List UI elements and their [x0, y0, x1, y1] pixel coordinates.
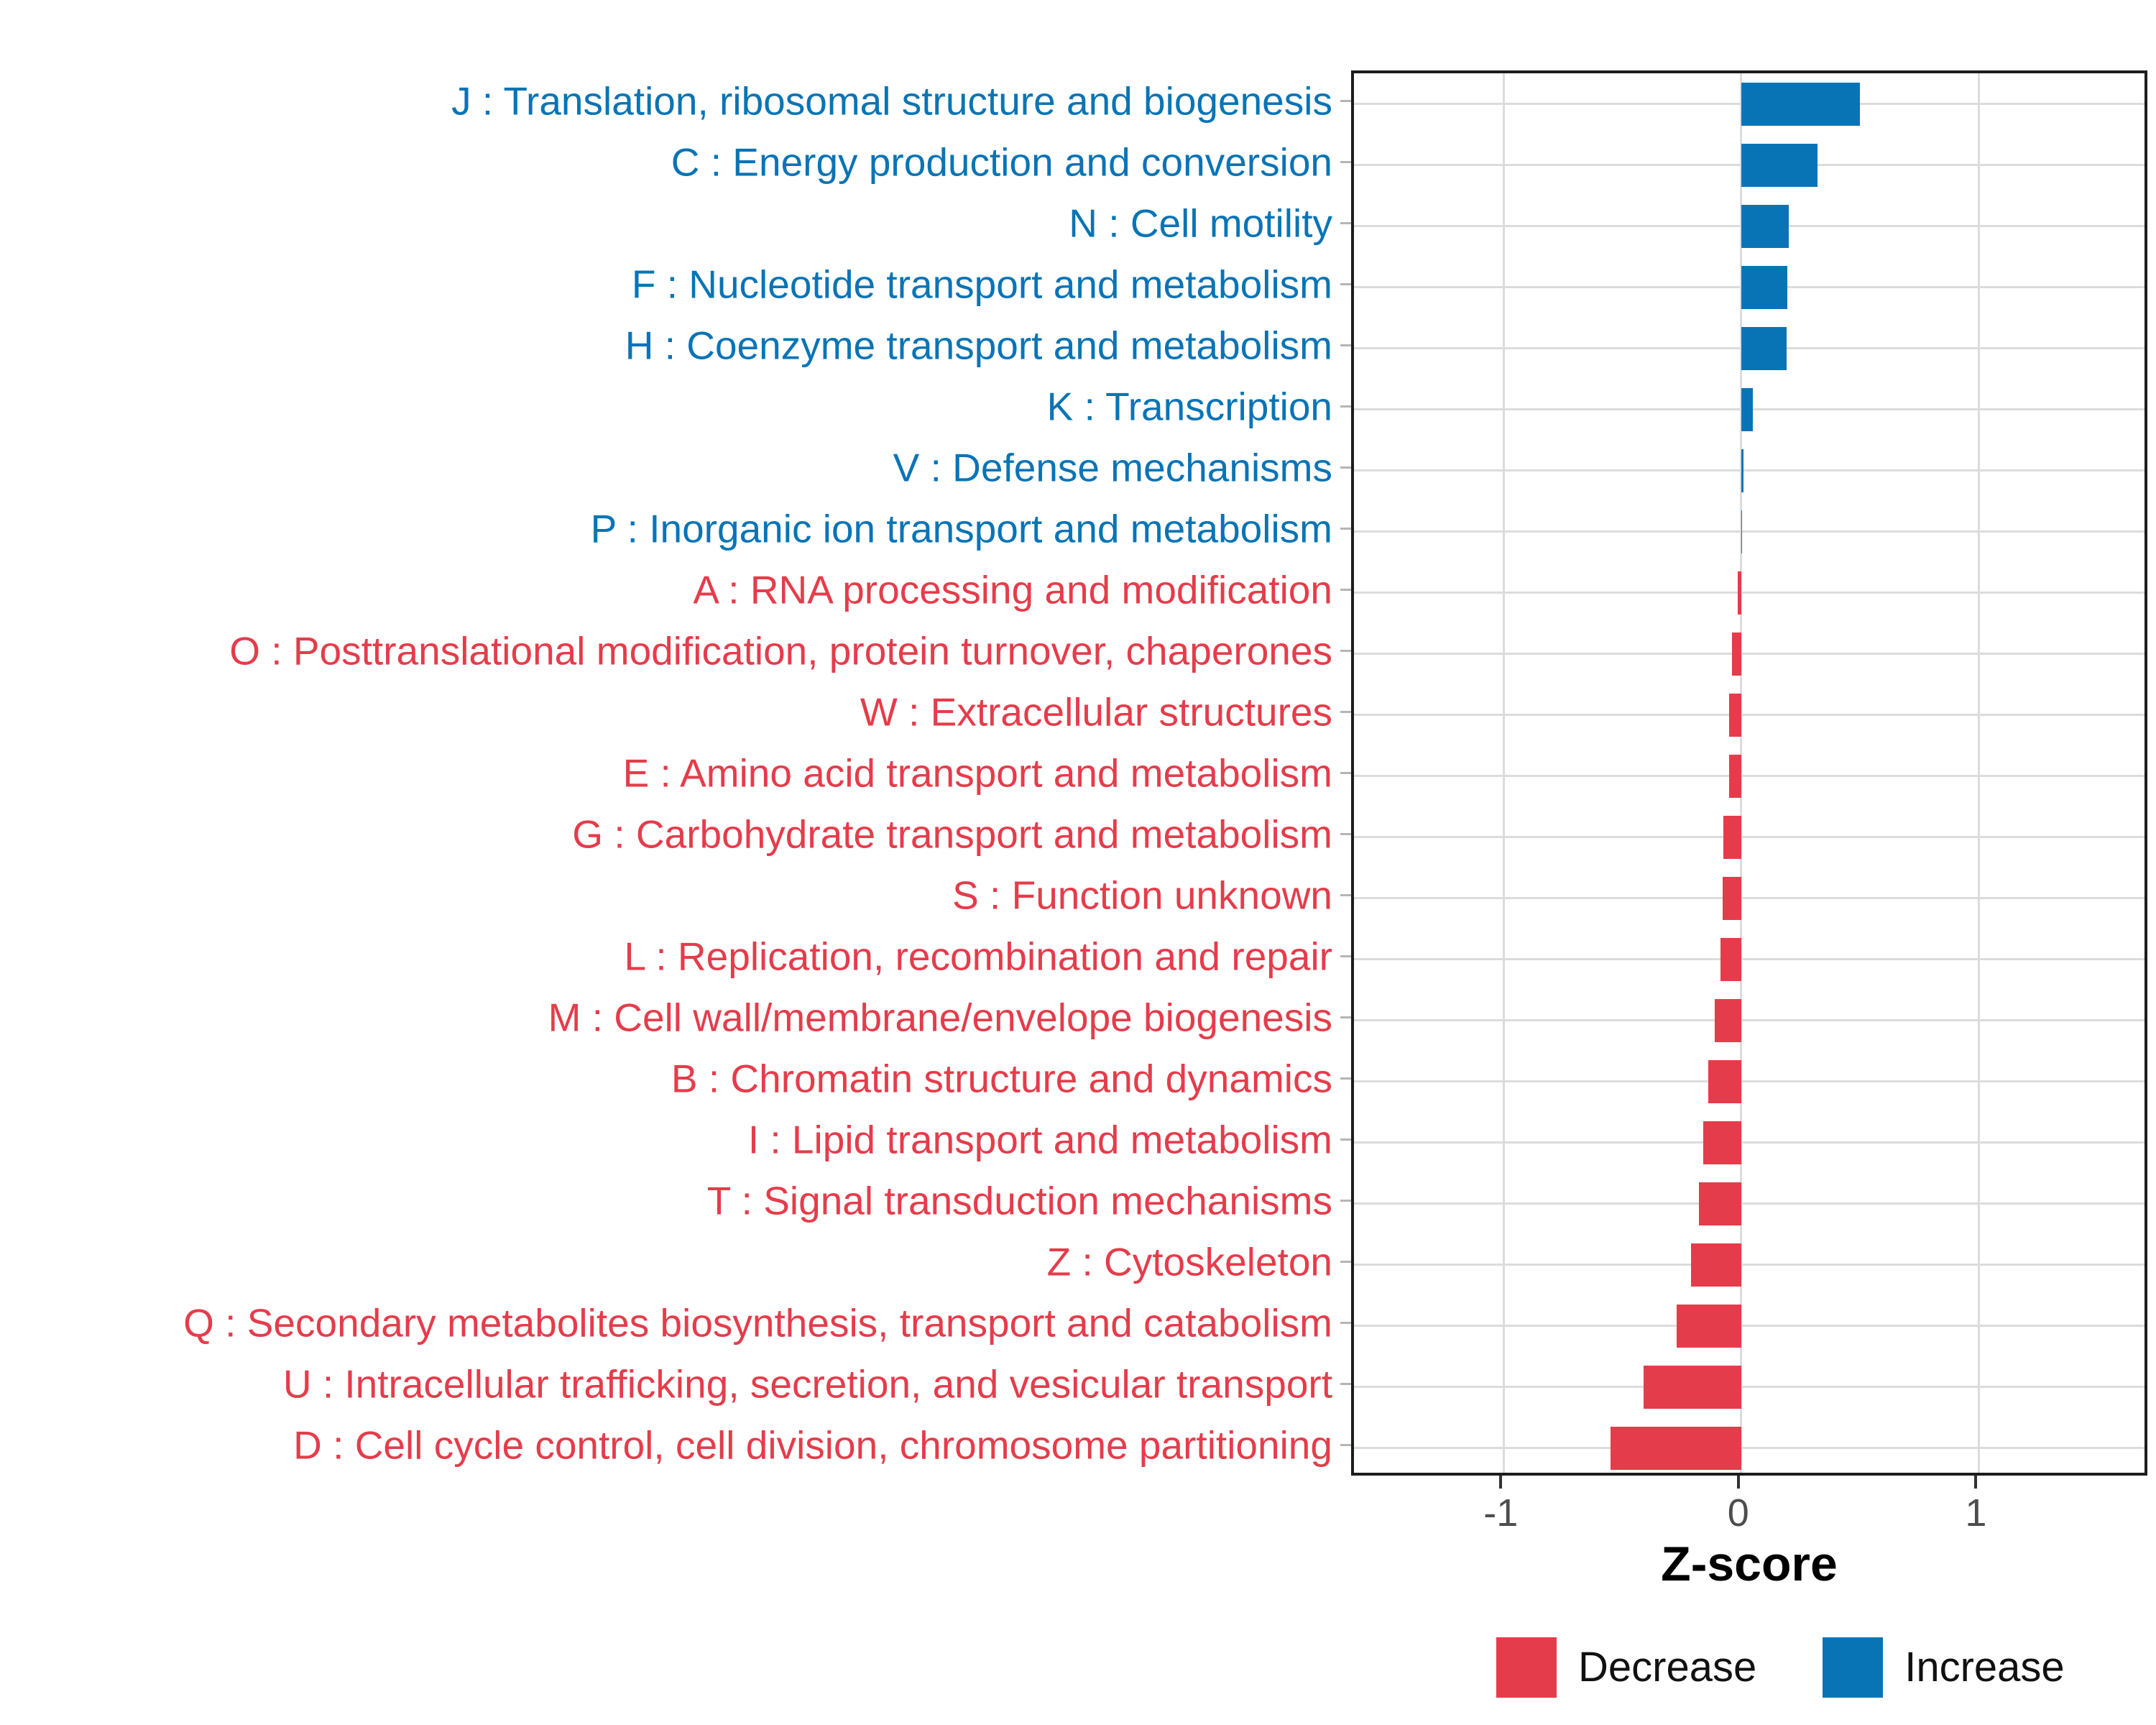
- y-axis-tick: [1340, 1322, 1351, 1324]
- bar: [1708, 1060, 1741, 1103]
- gridline-horizontal: [1354, 1447, 2145, 1449]
- y-axis-label: H : Coenzyme transport and metabolism: [625, 323, 1332, 367]
- y-axis-label: C : Energy production and conversion: [671, 139, 1332, 184]
- y-axis-tick: [1340, 222, 1351, 224]
- bar: [1644, 1366, 1741, 1409]
- bar: [1677, 1305, 1741, 1348]
- bar: [1738, 571, 1741, 615]
- legend-label: Decrease: [1578, 1644, 1757, 1690]
- y-axis-label: S : Function unknown: [952, 873, 1332, 917]
- y-axis-tick: [1340, 466, 1351, 469]
- bar: [1741, 510, 1743, 553]
- legend-item-increase: [1823, 1637, 2064, 1698]
- y-axis-label: E : Amino acid transport and metabolism: [622, 750, 1332, 795]
- gridline-horizontal: [1354, 714, 2145, 716]
- gridline-vertical: [1978, 73, 1980, 1473]
- gridline-horizontal: [1354, 836, 2145, 838]
- gridline-horizontal: [1354, 1202, 2145, 1205]
- x-axis-tick: [1974, 1476, 1977, 1489]
- legend-key-increase-swatch: [1823, 1637, 1883, 1698]
- gridline-horizontal: [1354, 958, 2145, 960]
- y-axis-tick: [1340, 772, 1351, 774]
- y-axis-tick: [1340, 161, 1351, 163]
- bar: [1741, 327, 1787, 370]
- y-axis-label: Z : Cytoskeleton: [1046, 1239, 1332, 1284]
- bar: [1741, 83, 1860, 126]
- x-axis-tick: [1499, 1476, 1502, 1489]
- gridline-horizontal: [1354, 775, 2145, 777]
- gridline-horizontal: [1354, 1141, 2145, 1144]
- y-axis-tick: [1340, 1200, 1351, 1202]
- gridline-horizontal: [1354, 1386, 2145, 1388]
- gridline-horizontal: [1354, 653, 2145, 655]
- gridline-horizontal: [1354, 897, 2145, 899]
- y-axis-label: F : Nucleotide transport and metabolism: [631, 262, 1332, 306]
- y-axis-tick: [1340, 894, 1351, 896]
- y-axis-label: I : Lipid transport and metabolism: [747, 1117, 1332, 1162]
- gridline-horizontal: [1354, 530, 2145, 533]
- y-axis-label: K : Transcription: [1046, 384, 1332, 428]
- y-axis-tick: [1340, 1016, 1351, 1018]
- y-axis-tick: [1340, 650, 1351, 652]
- y-axis-label: P : Inorganic ion transport and metabolism: [590, 506, 1332, 551]
- y-axis-tick: [1340, 1261, 1351, 1263]
- y-axis-label: L : Replication, recombination and repair: [624, 934, 1332, 978]
- y-axis-label: T : Signal transduction mechanisms: [706, 1178, 1332, 1223]
- gridline-horizontal: [1354, 592, 2145, 594]
- y-axis-label: M : Cell wall/membrane/envelope biogenesis: [548, 995, 1332, 1039]
- y-axis-label: B : Chromatin structure and dynamics: [671, 1056, 1332, 1100]
- bar: [1720, 938, 1741, 981]
- y-axis-label: W : Extracellular structures: [860, 689, 1332, 734]
- y-axis-label: Q : Secondary metabolites biosynthesis, transport and catabolism: [183, 1300, 1332, 1345]
- bar: [1741, 449, 1743, 492]
- y-axis-tick: [1340, 528, 1351, 530]
- gridline-vertical: [1503, 73, 1505, 1473]
- bar: [1741, 388, 1754, 431]
- legend-item-decrease: [1496, 1637, 1756, 1698]
- y-axis-tick: [1340, 955, 1351, 957]
- y-axis-label: V : Defense mechanisms: [893, 445, 1332, 489]
- y-axis-label: J : Translation, ribosomal structure and biogenesis: [451, 78, 1332, 123]
- gridline-horizontal: [1354, 469, 2145, 472]
- y-axis-label: D : Cell cycle control, cell division, chromosome partitioning: [293, 1422, 1332, 1467]
- y-axis-tick: [1340, 1383, 1351, 1385]
- plot-panel: [1351, 70, 2147, 1476]
- x-axis-title: Z-score: [1661, 1537, 1838, 1591]
- y-axis-tick: [1340, 100, 1351, 102]
- legend-label: Increase: [1904, 1644, 2065, 1690]
- y-axis-label: G : Carbohydrate transport and metabolism: [572, 811, 1332, 856]
- y-axis-label: O : Posttranslational modification, protein turnover, chaperones: [229, 628, 1332, 673]
- bar: [1729, 755, 1741, 798]
- y-axis-tick: [1340, 589, 1351, 591]
- y-axis-label: U : Intracellular trafficking, secretion, and vesicular transport: [282, 1361, 1332, 1406]
- y-axis-tick: [1340, 1444, 1351, 1446]
- y-axis-tick: [1340, 711, 1351, 713]
- bar: [1611, 1427, 1741, 1470]
- gridline-horizontal: [1354, 1019, 2145, 1021]
- y-axis-label: A : RNA processing and modification: [693, 567, 1332, 612]
- gridline-horizontal: [1354, 1080, 2145, 1082]
- gridline-horizontal: [1354, 1264, 2145, 1266]
- y-axis-tick: [1340, 283, 1351, 285]
- y-axis-label: N : Cell motility: [1069, 201, 1332, 245]
- y-axis-tick: [1340, 1077, 1351, 1080]
- y-axis-tick: [1340, 1138, 1351, 1141]
- y-axis-tick: [1340, 344, 1351, 346]
- bar: [1732, 632, 1741, 676]
- x-tick-label: -1: [1483, 1491, 1519, 1535]
- legend: [1496, 1637, 2065, 1698]
- gridline-horizontal: [1354, 1325, 2145, 1327]
- legend-key-decrease-swatch: [1496, 1637, 1557, 1698]
- bar: [1703, 1121, 1741, 1164]
- bar: [1729, 694, 1741, 737]
- x-tick-label: 1: [1965, 1491, 1987, 1535]
- y-axis-tick: [1340, 405, 1351, 408]
- bar: [1691, 1243, 1741, 1287]
- y-axis-tick: [1340, 833, 1351, 835]
- x-tick-label: 0: [1727, 1491, 1749, 1535]
- x-axis-tick: [1737, 1476, 1740, 1489]
- bar: [1741, 205, 1789, 248]
- bar: [1741, 144, 1818, 187]
- bar: [1741, 266, 1787, 309]
- bar: [1699, 1182, 1741, 1225]
- bar: [1715, 999, 1741, 1042]
- bar: [1723, 877, 1741, 920]
- bar: [1723, 816, 1741, 859]
